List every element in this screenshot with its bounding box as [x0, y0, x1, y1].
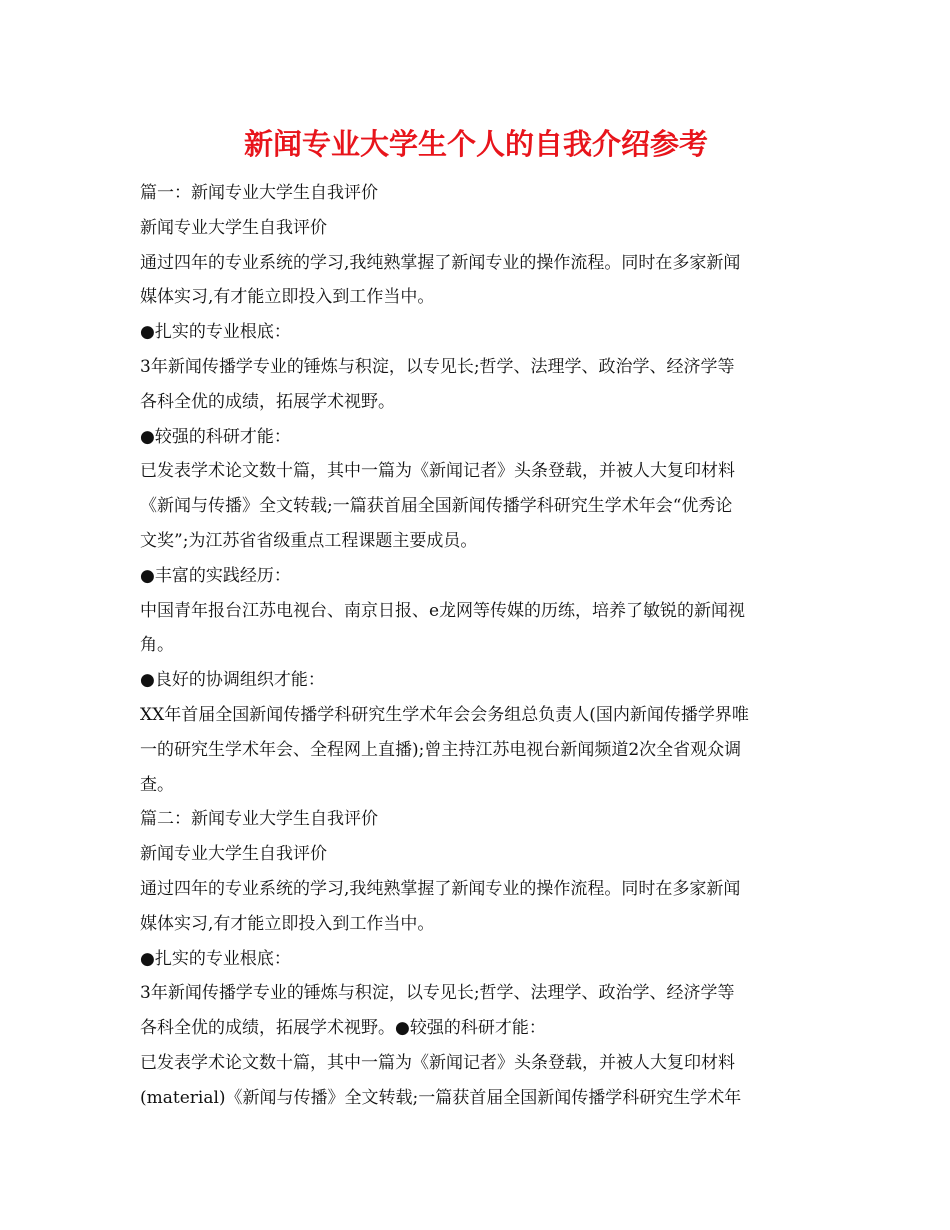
bullet-heading: ●扎实的专业根底：	[140, 948, 291, 969]
paragraph-line: 各科全优的成绩，拓展学术视野。	[140, 391, 395, 412]
bullet-heading: ●较强的科研才能：	[140, 426, 291, 447]
paragraph-line: 3年新闻传播学专业的锤炼与积淀，以专见长;哲学、法理学、政治学、经济学等	[140, 356, 735, 377]
paragraph-line: (material)《新闻与传播》全文转载;一篇获首届全国新闻传播学科研究生学术年	[140, 1087, 742, 1108]
paragraph-line: 通过四年的专业系统的学习,我纯熟掌握了新闻专业的操作流程。同时在多家新闻	[140, 252, 741, 273]
paragraph-line: 已发表学术论文数十篇，其中一篇为《新闻记者》头条登载，并被人大复印材料	[140, 1052, 735, 1073]
paragraph-line: 角。	[140, 635, 174, 656]
bullet-heading: ●扎实的专业根底：	[140, 322, 291, 343]
paragraph-line: XX年首届全国新闻传播学科研究生学术年会会务组总负责人(国内新闻传播学界唯	[140, 704, 749, 725]
paragraph-line: 中国青年报台江苏电视台、南京日报、e龙网等传媒的历练，培养了敏锐的新闻视	[140, 600, 746, 621]
bullet-heading: ●良好的协调组织才能：	[140, 670, 325, 691]
paragraph-line: 各科全优的成绩，拓展学术视野。●较强的科研才能：	[140, 1018, 546, 1039]
paragraph-line: 媒体实习,有才能立即投入到工作当中。	[140, 287, 435, 308]
document-title: 新闻专业大学生个人的自我介绍参考	[243, 127, 708, 161]
paragraph-line: 已发表学术论文数十篇，其中一篇为《新闻记者》头条登载，并被人大复印材料	[140, 461, 735, 482]
subtitle-2: 新闻专业大学生自我评价	[140, 844, 327, 865]
section-heading-2: 篇二：新闻专业大学生自我评价	[140, 809, 378, 830]
paragraph-line: 3年新闻传播学专业的锤炼与积淀，以专见长;哲学、法理学、政治学、经济学等	[140, 983, 735, 1004]
paragraph-line: 查。	[140, 774, 174, 795]
paragraph-line: 通过四年的专业系统的学习,我纯熟掌握了新闻专业的操作流程。同时在多家新闻	[140, 878, 741, 899]
section-heading-1: 篇一：新闻专业大学生自我评价	[140, 183, 378, 203]
paragraph-line: 一的研究生学术年会、全程网上直播);曾主持江苏电视台新闻频道2次全省观众调	[140, 739, 742, 760]
bullet-heading: ●丰富的实践经历：	[140, 565, 291, 586]
paragraph-line: 文奖”;为江苏省省级重点工程课题主要成员。	[140, 530, 478, 551]
subtitle-1: 新闻专业大学生自我评价	[140, 217, 327, 238]
paragraph-line: 《新闻与传播》全文转载;一篇获首届全国新闻传播学科研究生学术年会“优秀论	[140, 496, 733, 517]
paragraph-line: 媒体实习,有才能立即投入到工作当中。	[140, 913, 435, 934]
